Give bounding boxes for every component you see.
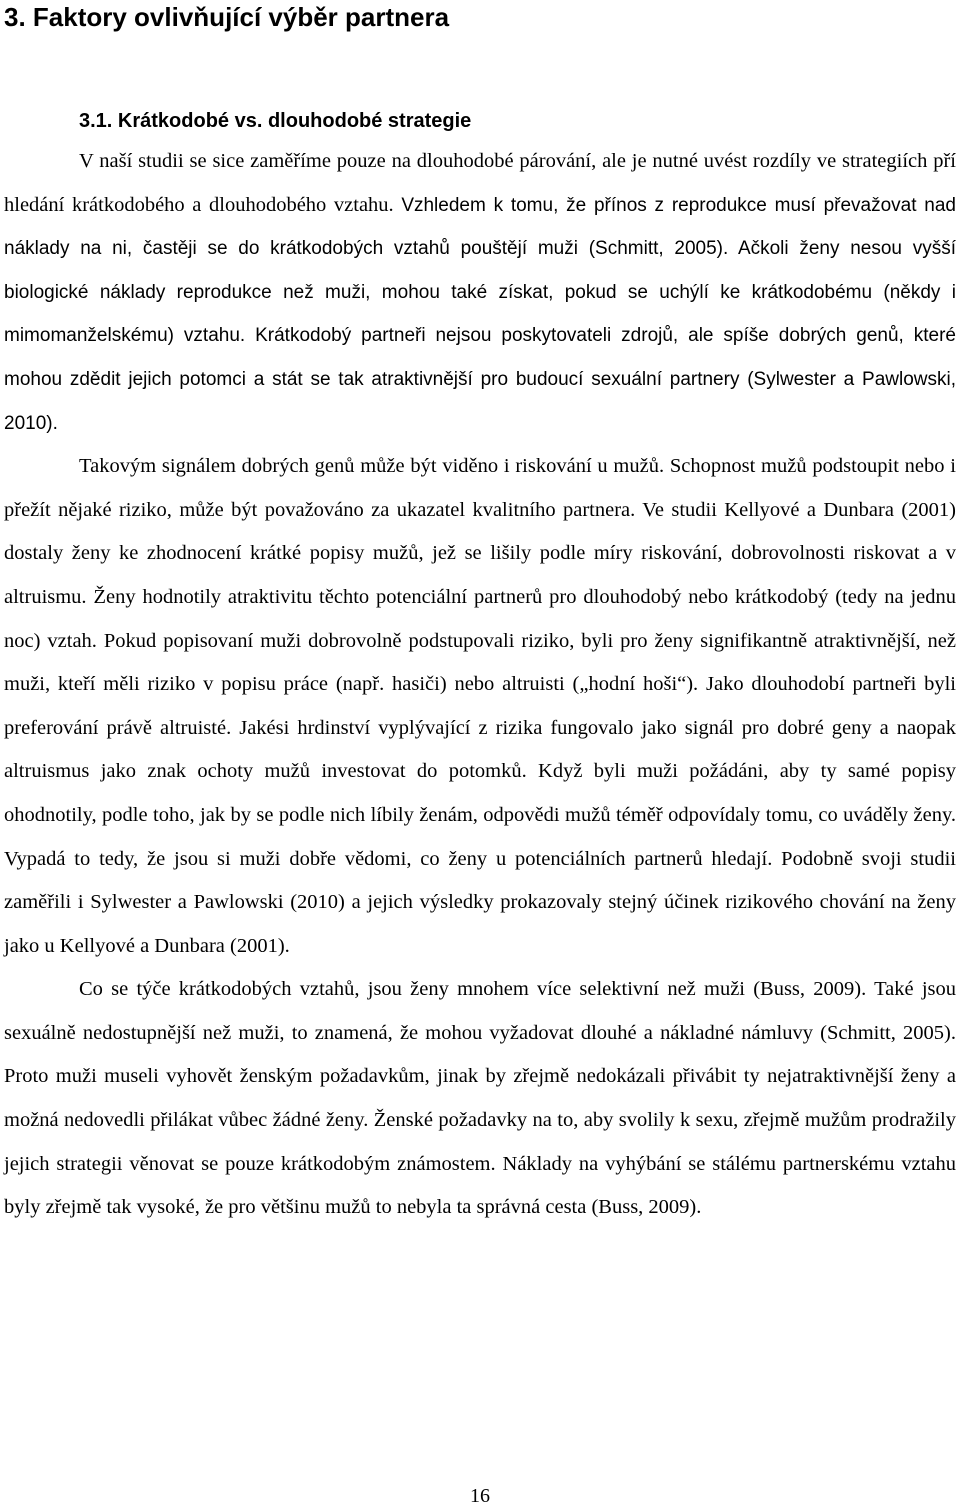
paragraph-1 [4,140,956,445]
chapter-title: 3. Faktory ovlivňující výběr partnera [4,2,450,32]
paragraph-1-serif: V naší studii se sice zaměříme pouze na dlouhodobé párování, ale je nutné uvést rozdíly ve strategiích pří hledání krátkodobého a dlouhodobého vztahu. [4,150,956,216]
page-number: 16 [470,1485,490,1507]
paragraph-2: Takovým signálem dobrých genů může být viděno i riskování u mužů. Schopnost mužů podstoupit nebo i přežít nějaké riziko, může být považováno za ukazatel kvalitního partnera. Ve studii Kellyové a Dunbara (2001) dostaly ženy ke zhodnocení krátké popisy mužů, jež se lišily podle míry riskování, dobrovolnosti riskovat a v altruismu. Ženy hodnotily atraktivitu těchto potenciální partnerů pro dlouhodobý nebo krátkodobý (tedy na jednu noc) vztah. Pokud popisovaní muži dobrovolně podstupovali riziko, byli pro ženy signifikantně atraktivnější, než muži, kteří měli riziko v popisu práce (např. hasiči) nebo altruisti („hodní hoši“). Jako dlouhodobí partneři byli preferování právě altruisté. Jakési hrdinství vyplývající z rizika fungovalo jako signál pro dobré geny a naopak altruismus jako znak ochoty mužů investovat do potomků. Když byli muži požádáni, aby ty samé popisy ohodnotily, podle toho, jak by se podle nich líbily ženám, odpovědi mužů téměř odpovídaly tomu, co uváděly ženy. Vypadá to tedy, že jsou si muži dobře vědomi, co ženy u potenciálních partnerů hledají. Podobně svoji studii zaměřili i Sylwester a Pawlowski (2010) a jejich výsledky prokazovaly stejný účinek rizikového chování na ženy jako u Kellyové a Dunbara (2001). [4,455,956,957]
paragraph-3: Co se týče krátkodobých vztahů, jsou ženy mnohem více selektivní než muži (Buss, 2009). Také jsou sexuálně nedostupnější než muži, to znamená, že mohou vyžadovat dlouhé a nákladné námluvy (Schmitt, 2005). Proto muži museli vyhovět ženským požadavkům, jinak by zřejmě nedokázali přivábit ty nejatraktivnější ženy a možná nedovedli přilákat vůbec žádné ženy. Ženské požadavky na to, aby svolily k sexu, zřejmě mužům prodražily jejich strategii věnovat se pouze krátkodobým známostem. Náklady na vyhýbání se stálému partnerskému vztahu byly zřejmě tak vysoké, že pro většinu mužů to nebyla ta správná cesta (Buss, 2009). [4,978,956,1219]
paragraph-1-sans: Vzhledem k tomu, že přínos z reprodukce musí převažovat nad náklady na ni, častěji se do krátkodobých vztahů pouštějí muži (Schmitt, 2005). Ačkoli ženy nesou vyšší biologické náklady reprodukce než muži, mohou také získat, pokud se uchýlí ke krátkodobému (někdy i mimomanželskému) vztahu. Krátkodobý partneři nejsou poskytovateli zdrojů, ale spíše dobrých genů, které mohou zdědit jejich potomci a stát se tak atraktivnější pro budoucí sexuální partnery (Sylwester a Pawlowski, 2010). [4,194,956,434]
body-text [4,140,956,1230]
section-title: 3.1. Krátkodobé vs. dlouhodobé strategie [79,110,472,132]
